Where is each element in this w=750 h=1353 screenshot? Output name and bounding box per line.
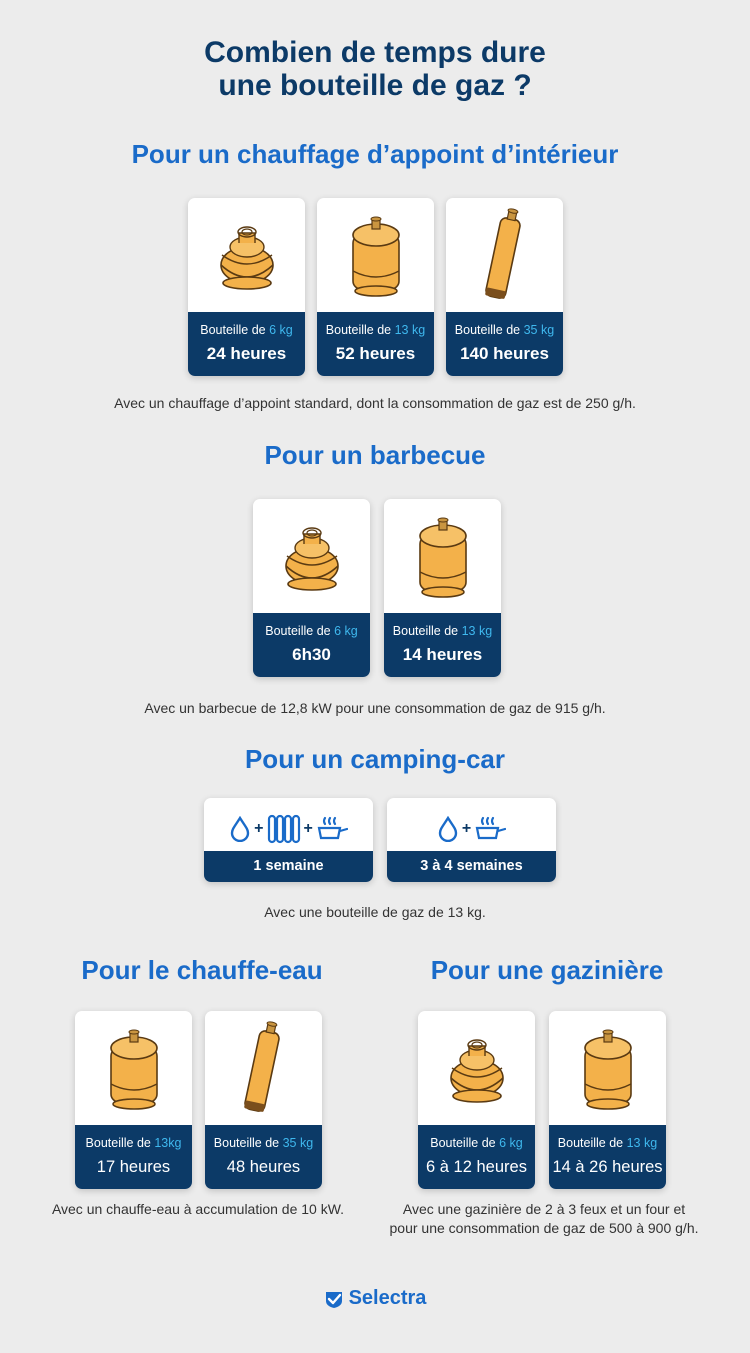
gas-bottle-13kg-icon <box>549 1011 666 1126</box>
note-campingcar: Avec une bouteille de gaz de 13 kg. <box>264 904 486 920</box>
section-title-campingcar: Pour un camping-car <box>244 744 506 774</box>
section-title-chauffage: Pour un chauffage d’appoint d’intérieur <box>131 139 619 169</box>
card-chauffeeau-35kg <box>205 1011 322 1189</box>
card-duration: 140 heures <box>460 344 549 363</box>
card-duration: 24 heures <box>206 344 287 363</box>
card-campingcar-partial <box>387 798 556 882</box>
card-label: Bouteille de <box>325 323 395 337</box>
note-barbecue: Avec un barbecue de 12,8 kW pour une consommation de gaz de 915 g/h. <box>144 700 606 716</box>
page-title-line1: Combien de temps dure <box>204 36 546 69</box>
water-drop-icon <box>229 816 251 842</box>
section-title-gaziniere: Pour une gazinière <box>430 955 664 985</box>
card-duration: 3 à 4 semaines <box>387 851 556 882</box>
plus-sign: + <box>303 820 313 837</box>
card-gaziniere-13kg <box>549 1011 666 1189</box>
card-duration: 6h30 <box>292 645 331 664</box>
card-label: Bouteille de <box>200 323 270 337</box>
card-label: Bouteille de <box>454 323 524 337</box>
card-duration: 48 heures <box>226 1158 301 1176</box>
card-label: Bouteille de <box>85 1136 155 1150</box>
card-weight: 35 kg <box>282 1136 314 1150</box>
cooking-pan-icon <box>474 816 506 842</box>
card-weight: 13 kg <box>394 323 426 337</box>
card-label: Bouteille de <box>213 1136 283 1150</box>
note-gaziniere-line1: Avec une gazinière de 2 à 3 feux et un four et <box>402 1201 686 1217</box>
card-duration: 17 heures <box>96 1158 171 1176</box>
gas-bottle-6kg-icon <box>418 1011 535 1126</box>
card-campingcar-full <box>204 798 373 882</box>
card-chauffage-13kg <box>317 198 434 376</box>
card-barbecue-13kg <box>384 499 501 677</box>
card-duration: 14 à 26 heures <box>552 1158 663 1176</box>
plus-sign: + <box>254 820 264 837</box>
gas-bottle-35kg-icon <box>446 198 563 313</box>
card-label: Bouteille de <box>557 1136 627 1150</box>
card-duration: 6 à 12 heures <box>426 1158 527 1176</box>
card-weight: 13 kg <box>461 624 493 638</box>
radiator-icon <box>267 813 301 845</box>
card-barbecue-6kg <box>253 499 370 677</box>
card-label: Bouteille de <box>392 624 462 638</box>
water-drop-icon <box>437 816 459 842</box>
card-weight: 13kg <box>154 1136 182 1150</box>
section-title-barbecue: Pour un barbecue <box>264 440 486 470</box>
note-chauffage: Avec un chauffage d’appoint standard, dont la consommation de gaz est de 250 g/h. <box>114 395 636 411</box>
gas-bottle-13kg-icon <box>75 1011 192 1126</box>
gas-bottle-6kg-icon <box>253 499 370 614</box>
note-gaziniere <box>356 1200 732 1238</box>
card-gaziniere-6kg <box>418 1011 535 1189</box>
card-weight: 6 kg <box>334 624 358 638</box>
plus-sign: + <box>461 820 472 837</box>
note-gaziniere-line2: pour une consommation de gaz de 500 à 900 g/h. <box>389 1220 699 1236</box>
gas-bottle-13kg-icon <box>384 499 501 614</box>
card-duration: 14 heures <box>402 645 483 664</box>
card-weight: 13 kg <box>626 1136 658 1150</box>
page-title <box>0 36 750 102</box>
gas-bottle-35kg-icon <box>205 1011 322 1126</box>
cooking-pan-icon <box>316 816 348 842</box>
card-duration: 52 heures <box>335 344 416 363</box>
note-chauffeeau: Avec un chauffe-eau à accumulation de 10 kW. <box>51 1201 345 1217</box>
card-weight: 6 kg <box>269 323 293 337</box>
gas-bottle-6kg-icon <box>188 198 305 313</box>
page-title-line2: une bouteille de gaz ? <box>218 69 532 102</box>
section-title-chauffeeau: Pour le chauffe-eau <box>81 955 323 985</box>
card-label: Bouteille de <box>430 1136 500 1150</box>
card-label: Bouteille de <box>265 624 335 638</box>
selectra-logo <box>0 1287 750 1310</box>
card-weight: 35 kg <box>523 323 555 337</box>
card-weight: 6 kg <box>499 1136 523 1150</box>
card-chauffage-35kg <box>446 198 563 376</box>
check-shield-icon <box>324 1289 344 1309</box>
card-chauffage-6kg <box>188 198 305 376</box>
gas-bottle-13kg-icon <box>317 198 434 313</box>
card-chauffeeau-13kg <box>75 1011 192 1189</box>
card-duration: 1 semaine <box>204 851 373 882</box>
brand-name: Selectra <box>348 1287 427 1309</box>
